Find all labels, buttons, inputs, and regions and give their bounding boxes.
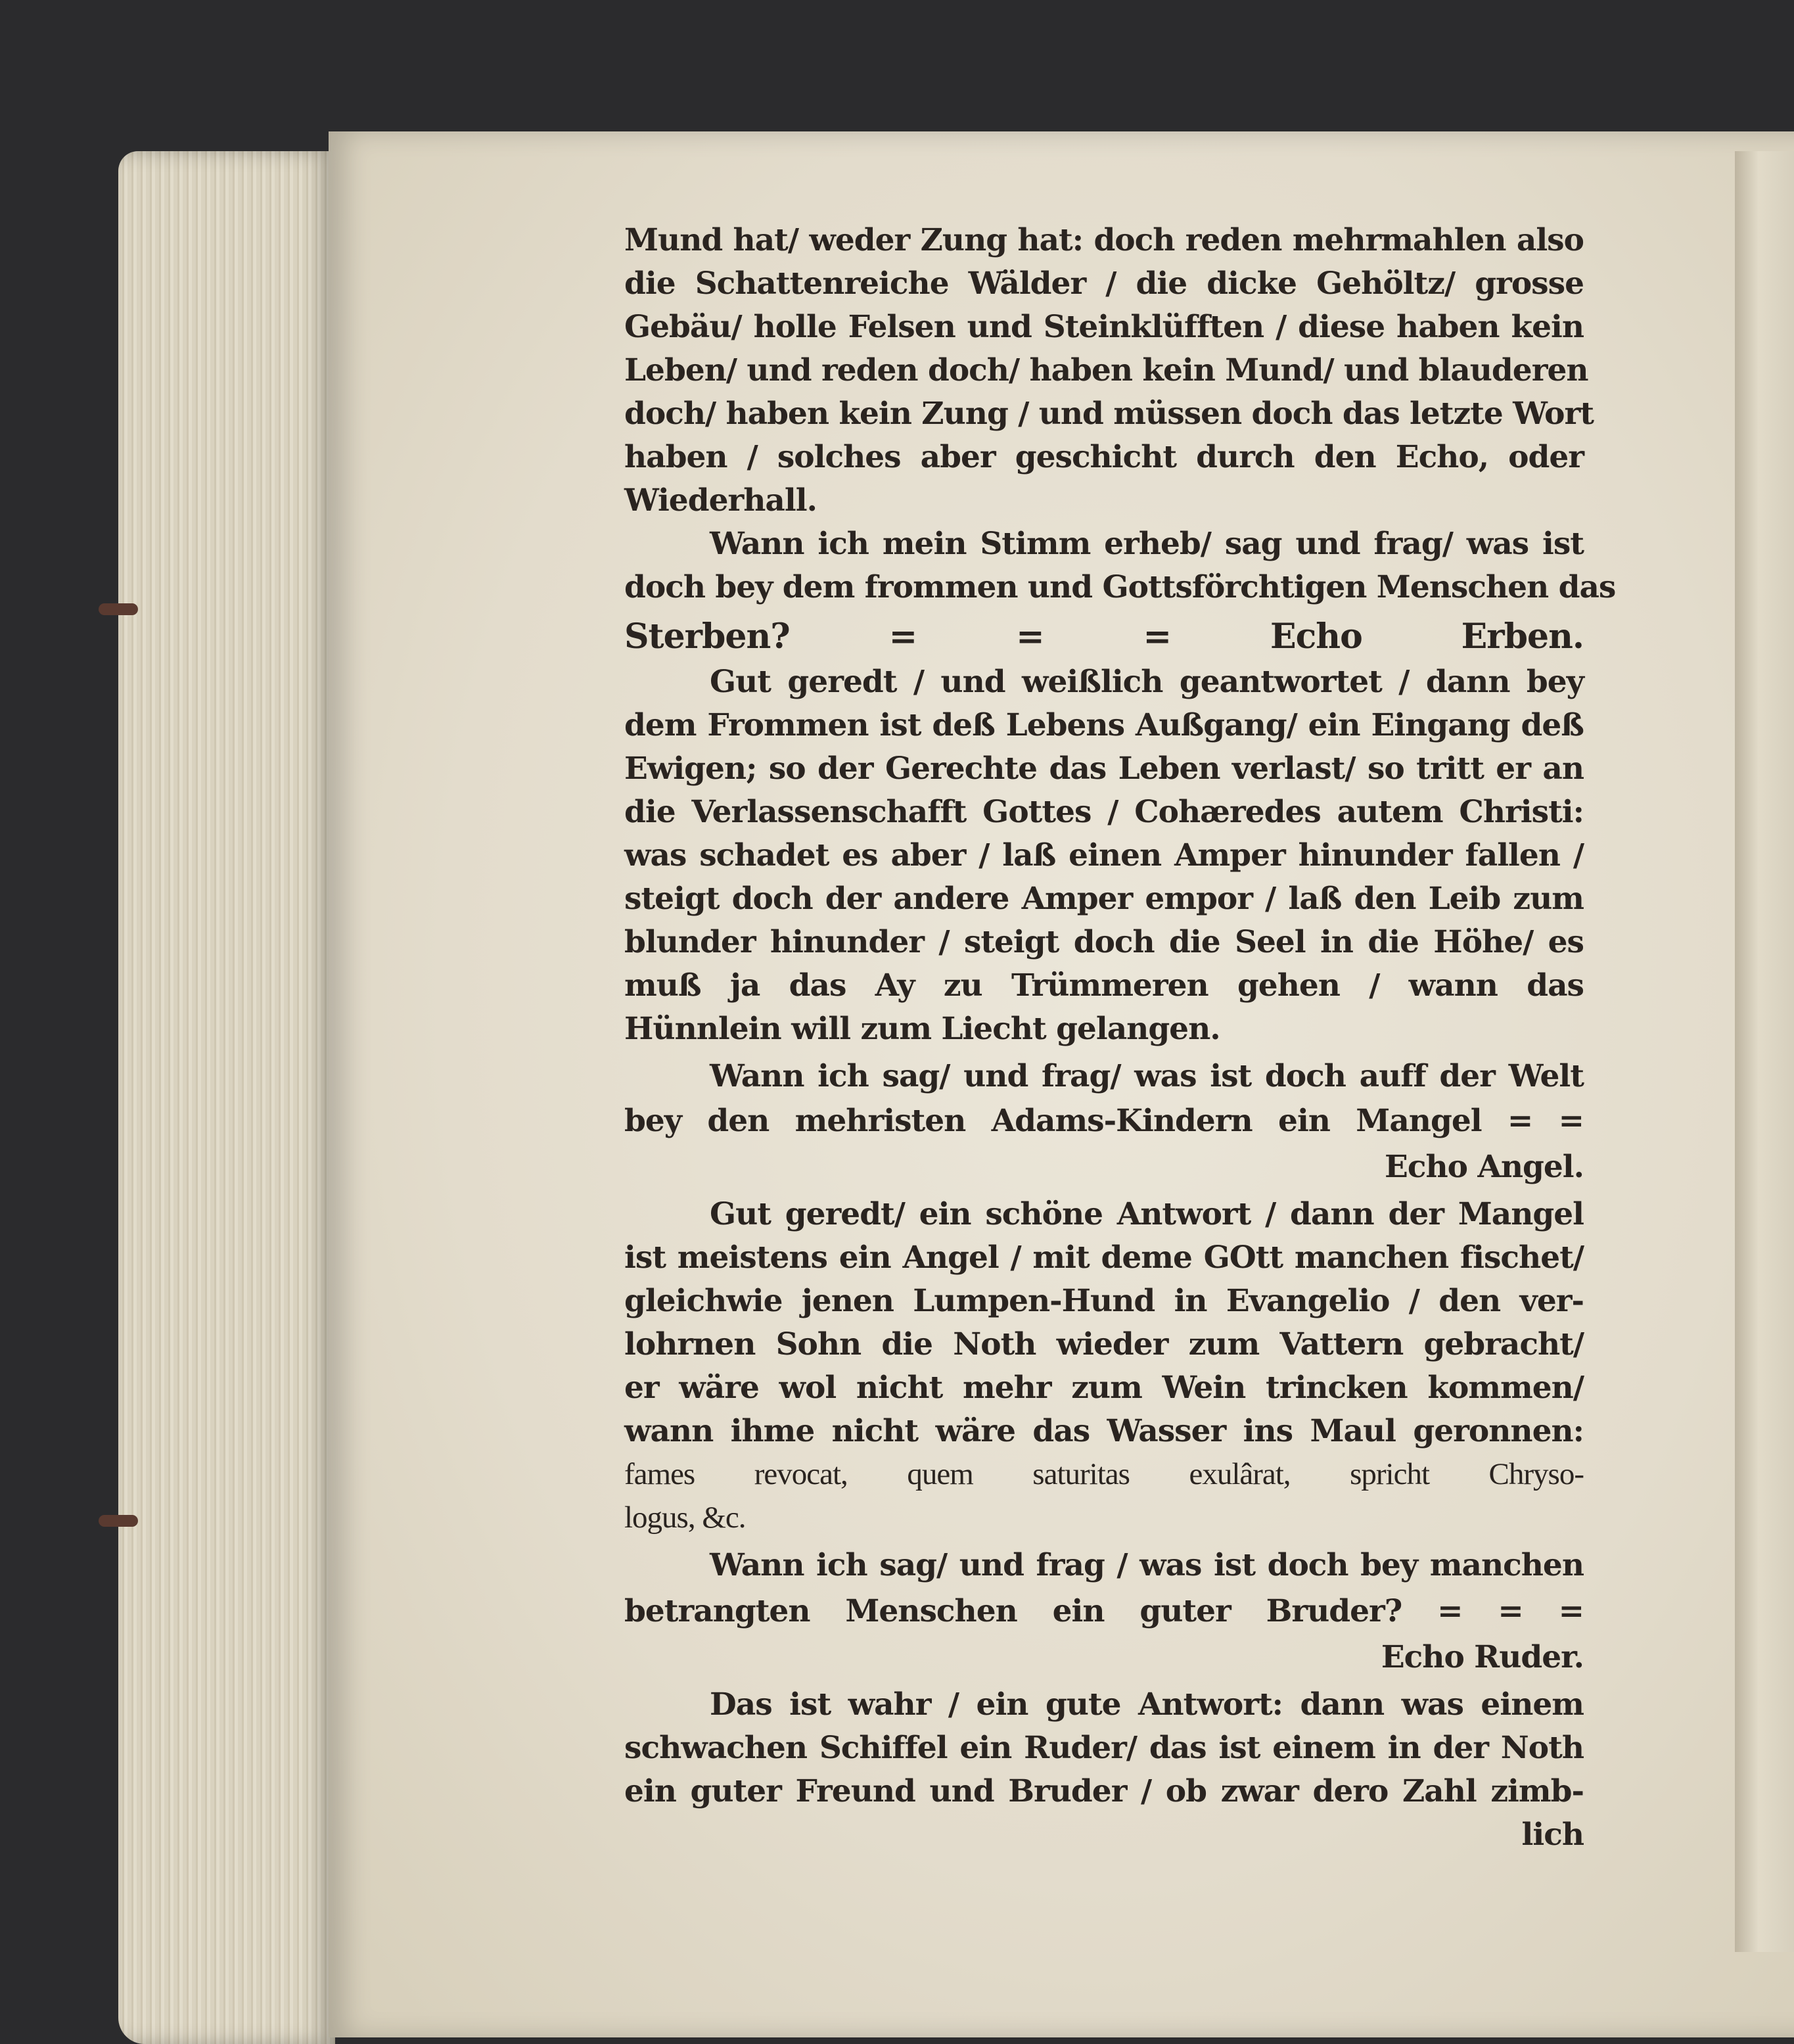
text-line: Wann ich mein Stimm erheb/ sag und frag/ was ist [710,526,1584,562]
text-line: schwachen Schiffel ein Ruder/ das ist einem in der Noth [624,1730,1584,1766]
text-line: Gut geredt/ ein schöne Antwort / dann der Mangel [710,1196,1584,1232]
text-line: doch bey dem frommen und Gottsförchtigen Menschen das [624,569,1616,605]
text-line: logus, &c. [624,1500,746,1535]
facing-page-edge [1735,151,1794,1952]
text-line: ist meistens ein Angel / mit deme GOtt manchen fischet/ [624,1240,1584,1276]
text-line: wann ihme nicht wäre das Wasser ins Maul geronnen: [624,1413,1584,1449]
text-line: Leben/ und reden doch/ haben kein Mund/ und blauderen [624,352,1588,388]
text-line: dem Frommen ist deß Lebens Außgang/ ein Eingang deß [624,707,1584,743]
text-line: Ewigen; so der Gerechte das Leben verlast/ so tritt er an [624,751,1584,787]
clasp-pin-bottom [99,1515,138,1527]
text-line: fames revocat, quem saturitas exulârat, spricht Chryso- [624,1457,1584,1491]
text-line: haben / solches aber geschicht durch den Echo, oder [624,439,1584,475]
catchword: lich [1521,1817,1584,1853]
text-line: Gut geredt / und weißlich geantwortet / dann bey [710,664,1584,700]
text-line: die Schattenreiche Wälder / die dicke Gehöltz/ grosse [624,266,1584,302]
text-line: lohrnen Sohn die Noth wieder zum Vattern gebracht/ [624,1326,1584,1362]
text-line: bey den mehristen Adams-Kindern ein Mangel = = [624,1103,1584,1139]
text-line: Wann ich sag/ und frag / was ist doch bey manchen [710,1547,1584,1583]
text-line: er wäre wol nicht mehr zum Wein trincken kommen/ [624,1370,1584,1406]
text-line: steigt doch der andere Amper empor / laß den Leib zum [624,881,1584,917]
text-line: die Verlassenschafft Gottes / Cohæredes autem Christi: [624,794,1584,830]
text-line: doch/ haben kein Zung / und müssen doch das letzte Wort [624,396,1594,432]
page-edges [118,151,335,2044]
text-line: Echo Angel. [1385,1149,1584,1185]
text-line: was schadet es aber / laß einen Amper hinunder fallen / [624,837,1584,873]
text-line: betrangten Menschen ein guter Bruder? = = = [624,1593,1584,1629]
text-line: Sterben? = = = Echo Erben. [624,616,1584,657]
text-line: Wann ich sag/ und frag/ was ist doch auff der Welt [710,1058,1584,1094]
text-line: muß ja das Ay zu Trümmeren gehen / wann das [624,967,1584,1004]
text-line: gleichwie jenen Lumpen-Hund in Evangelio / den ver- [624,1283,1584,1319]
text-line: Mund hat/ weder Zung hat: doch reden mehrmahlen also [624,222,1584,258]
text-line: ein guter Freund und Bruder / ob zwar dero Zahl zimb- [624,1773,1584,1809]
text-line: Wiederhall. [624,482,817,519]
text-line: Gebäu/ holle Felsen und Steinklüfften / diese haben kein [624,309,1584,345]
text-line: Das ist wahr / ein gute Antwort: dann was einem [710,1686,1584,1723]
clasp-pin-top [99,603,138,615]
text-line: Hünnlein will zum Liecht gelangen. [624,1011,1220,1047]
text-line: Echo Ruder. [1381,1639,1584,1675]
text-line: blunder hinunder / steigt doch die Seel in die Höhe/ es [624,924,1584,960]
